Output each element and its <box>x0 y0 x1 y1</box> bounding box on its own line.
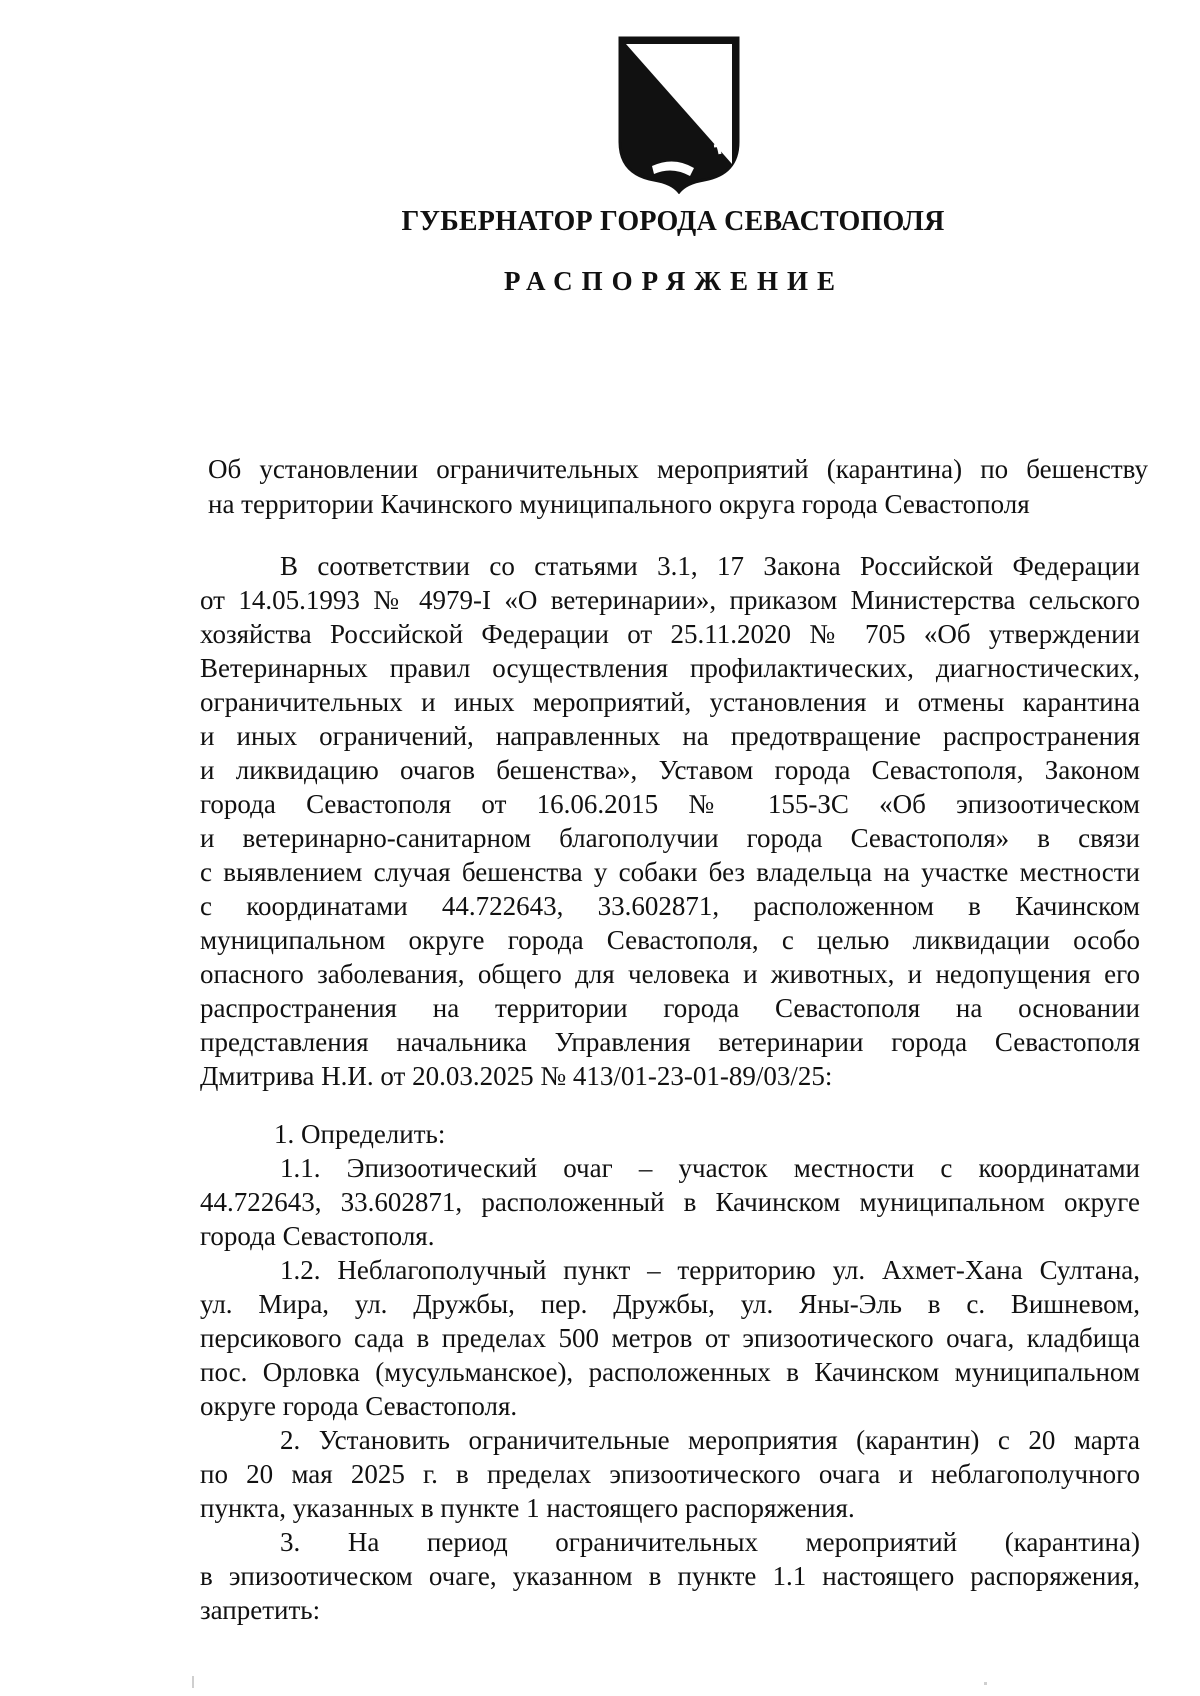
item-1-2-line: пос. Орловка (мусульманское), расположенных в Качинском муниципальном <box>200 1357 1140 1387</box>
paragraph-line: ограничительных и иных мероприятий, установления и отмены карантина <box>200 687 1140 717</box>
paragraph-line: муниципальном округе города Севастополя, с целью ликвидации особо <box>200 925 1140 955</box>
item-1-2-line: 1.2. Неблагополучный пункт – территорию ул. Ахмет-Хана Султана, <box>280 1255 1140 1285</box>
item-3-line: запретить: <box>200 1595 321 1625</box>
paragraph-line: от 14.05.1993 № 4979-I «О ветеринарии», приказом Министерства сельского <box>200 585 1140 615</box>
item-1-1-line: города Севастополя. <box>200 1221 435 1251</box>
item-1-1-line: 44.722643, 33.602871, расположенный в Качинском муниципальном округе <box>200 1187 1140 1217</box>
paragraph-line: и ликвидацию очагов бешенства», Уставом города Севастополя, Законом <box>200 755 1140 785</box>
item-2-line: 2. Установить ограничительные мероприятия (карантин) с 20 марта <box>280 1425 1140 1455</box>
item-1-heading: 1. Определить: <box>274 1119 446 1149</box>
scan-artifact <box>984 1682 987 1685</box>
scan-artifact <box>192 1676 194 1688</box>
order-items <box>200 1117 1140 1627</box>
paragraph-line: и ветеринарно-санитарном благополучии города Севастополя» в связи <box>200 823 1140 853</box>
paragraph-line: с координатами 44.722643, 33.602871, расположенном в Качинском <box>200 891 1140 921</box>
item-3-line: в эпизоотическом очаге, указанном в пункте 1.1 настоящего распоряжения, <box>200 1561 1140 1591</box>
item-2-line: пункта, указанных в пункте 1 настоящего распоряжения. <box>200 1493 855 1523</box>
item-1-1-line: 1.1. Эпизоотический очаг – участок местности с координатами <box>280 1153 1140 1183</box>
paragraph-line: В соответствии со статьями 3.1, 17 Закона Российской Федерации <box>280 551 1140 581</box>
sevastopol-coat-of-arms-icon <box>616 34 742 194</box>
paragraph-line: представления начальника Управления ветеринарии города Севастополя <box>200 1027 1140 1057</box>
title-line: на территории Качинского муниципального округа города Севастополя <box>208 489 1030 519</box>
paragraph-line: опасного заболевания, общего для человека и животных, и недопущения его <box>200 959 1140 989</box>
preamble-paragraph <box>200 549 1140 1093</box>
item-1-2-line: ул. Мира, ул. Дружбы, пер. Дружбы, ул. Яны-Эль в с. Вишневом, <box>200 1289 1140 1319</box>
paragraph-line: хозяйства Российской Федерации от 25.11.2020 № 705 «Об утверждении <box>200 619 1140 649</box>
paragraph-line: и иных ограничений, направленных на предотвращение распространения <box>200 721 1140 751</box>
paragraph-line: Дмитрива Н.И. от 20.03.2025 № 413/01-23-01-89/03/25: <box>200 1061 833 1091</box>
paragraph-line: с выявлением случая бешенства у собаки без владельца на участке местности <box>200 857 1140 887</box>
item-3-line: 3. На период ограничительных мероприятий (карантина) <box>280 1527 1140 1557</box>
item-1-2-line: округе города Севастополя. <box>200 1391 518 1421</box>
item-2-line: по 20 мая 2025 г. в пределах эпизоотического очага и неблагополучного <box>200 1459 1140 1489</box>
paragraph-line: Ветеринарных правил осуществления профилактических, диагностических, <box>200 653 1140 683</box>
document-title <box>208 452 1148 522</box>
issuing-authority: ГУБЕРНАТОР ГОРОДА СЕВАСТОПОЛЯ <box>401 206 945 237</box>
item-1-2-line: персикового сада в пределах 500 метров от эпизоотического очага, кладбища <box>200 1323 1140 1353</box>
document-type-heading: РАСПОРЯЖЕНИЕ <box>503 266 845 296</box>
title-line: Об установлении ограничительных мероприятий (карантина) по бешенству <box>208 454 1148 484</box>
paragraph-line: города Севастополя от 16.06.2015 № 155-ЗС «Об эпизоотическом <box>200 789 1140 819</box>
paragraph-line: распространения на территории города Севастополя на основании <box>200 993 1140 1023</box>
